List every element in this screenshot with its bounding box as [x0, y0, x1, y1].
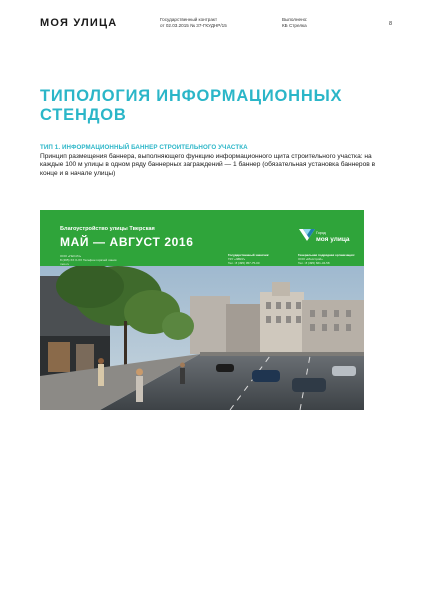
banner-info-line: 8 (495) XX X-XX Телефон горячей линии — [60, 257, 117, 262]
street-render-image — [40, 266, 364, 410]
header-contract-line: от 02.03.2015 № 37-ГКУДНР/15 — [160, 23, 227, 28]
banner-logo-text — [316, 231, 350, 243]
banner-info-line: mos.ru — [60, 261, 70, 266]
page-number: 8 — [388, 21, 392, 27]
banner-logo-big: моя улица — [316, 236, 350, 243]
header-executor-line: КБ Стрелка — [282, 23, 307, 28]
body-paragraph: Принцип размещения баннера, выполняющего функцию информационного щита строительного участка: на каждые 100 м улицы в одном ряду баннерных заграждений — 1 баннер (обязательная установка баннеров в конце и в начале улицы) — [40, 153, 376, 177]
header-logo: МОЯ УЛИЦА — [40, 17, 118, 29]
banner-street-title: Благоустройство улицы Тверская — [60, 226, 155, 232]
banner-col-line: Тел.: 8 (495) 661-34-58 — [298, 260, 330, 265]
banner-col-line: ГКУ «ЭВКУ» — [228, 256, 246, 261]
banner-col-line: Государственный заказчик: — [228, 253, 270, 257]
header-executor — [282, 17, 307, 29]
page-title: ТИПОЛОГИЯ ИНФОРМАЦИОННЫХ СТЕНДОВ — [40, 87, 343, 124]
banner-col-line: ООО «Мосстрой» — [298, 256, 323, 261]
moya-ulitsa-logo-icon — [298, 227, 316, 243]
banner-logo-small: Город — [316, 231, 326, 235]
banner-col-line: Генеральная подрядная организация: — [298, 253, 355, 257]
banner-info-line: ООО «ГЕО-Ю» — [60, 254, 82, 258]
header-contract-line: Государственный контракт — [160, 17, 218, 22]
banner-illustration — [40, 210, 364, 410]
header-executor-line: Выполнено: — [282, 17, 308, 22]
header-contract — [160, 17, 227, 29]
banner-dates: МАЙ — АВГУСТ 2016 — [60, 235, 194, 249]
banner-col-line: Тел.: 8 (495) 957-75-00 — [228, 260, 260, 265]
section-subtitle: ТИП 1. ИНФОРМАЦИОННЫЙ БАННЕР СТРОИТЕЛЬНОГО УЧАСТКА — [40, 144, 248, 151]
